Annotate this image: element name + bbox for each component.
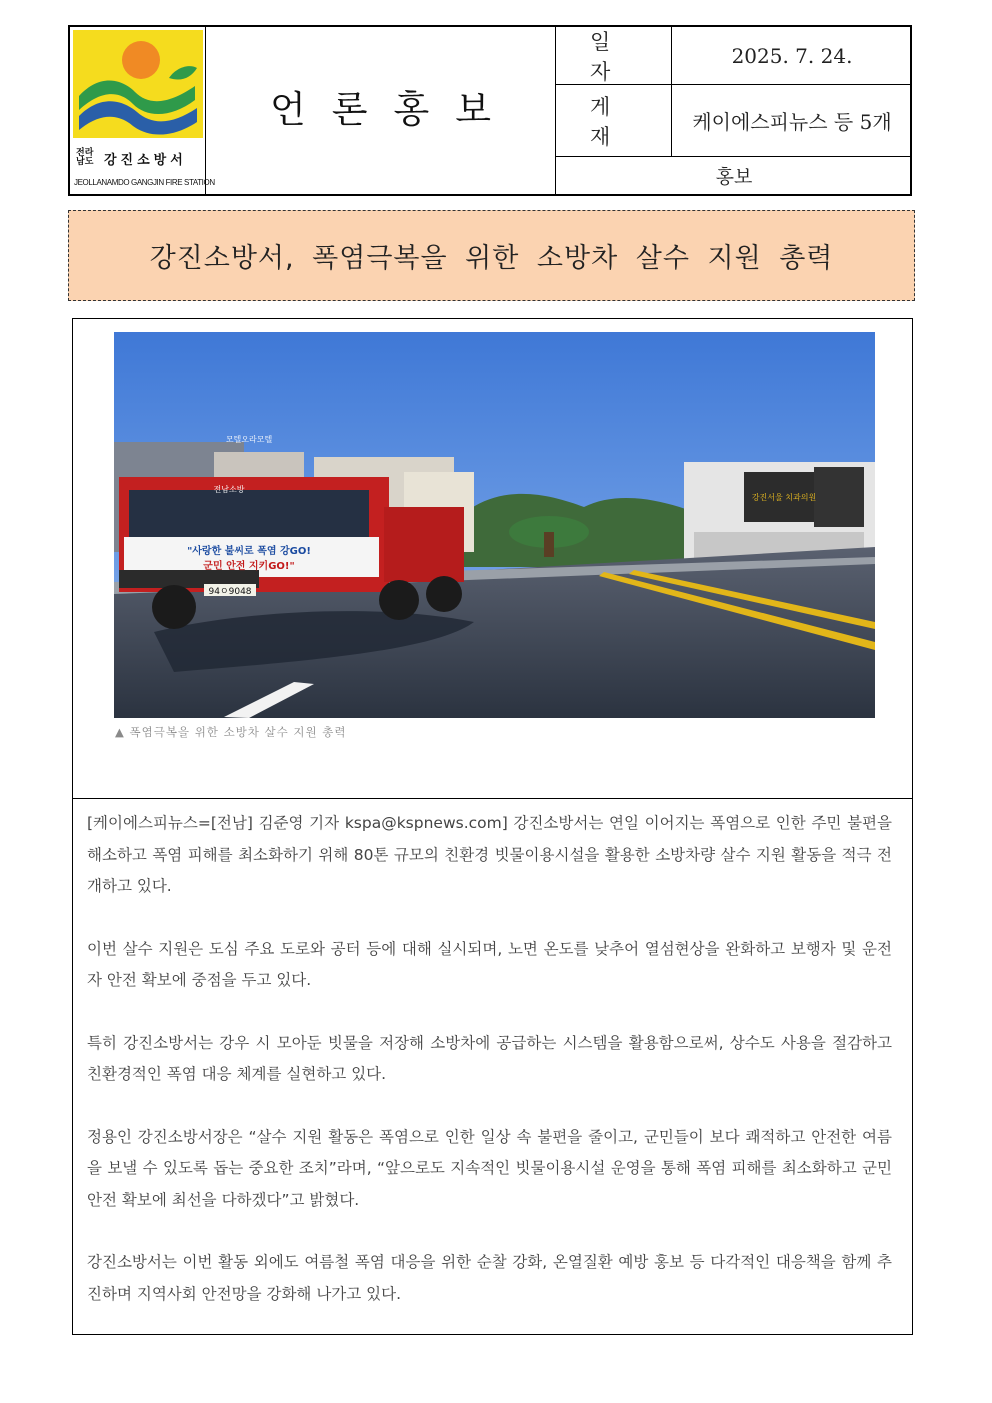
category-label: 홍보: [715, 166, 753, 188]
logo-org-name: [76, 147, 202, 169]
paragraph: 특히 강진소방서는 강우 시 모아둔 빗물을 저장해 소방차에 공급하는 시스템을 활용함으로써, 상수도 사용을 절감하고 친환경적인 폭염 대응 체계를 실현하고 있다.: [87, 1033, 892, 1083]
sign-right: 강진서울 치과의원: [751, 493, 817, 502]
article-body: [87, 808, 892, 1341]
article-box: [72, 318, 913, 1335]
paragraph: 정용인 강진소방서장은 “살수 지원 활동은 폭염으로 인한 일상 속 불편을 줄이고, 군민들이 보다 쾌적하고 안전한 여름을 보낼 수 있도록 돕는 중요한 조치”라며, “앞으로도 지속적인 빗물이용시설 운영을 통해 폭염 피해를 최소화하고 군민 안전 확보에 최선을 다하겠다”고 밝혔다.: [87, 1127, 892, 1209]
document-title: 언론홍보: [270, 87, 517, 131]
document-title-cell: [206, 27, 556, 194]
logo-org-main: 강진소방서: [104, 152, 187, 168]
photo-caption: ▲ 폭염극복을 위한 소방차 살수 지원 총력: [115, 725, 347, 739]
date-value: 2025. 7. 24.: [672, 27, 912, 85]
logo-org-prefix: 전라남도: [76, 148, 94, 167]
date-label: 일자: [556, 27, 672, 85]
truck-plate: 94ㅇ9048: [208, 587, 252, 597]
paragraph: 이번 살수 지원은 도심 주요 도로와 공터 등에 대해 실시되며, 노면 온도를 낮추어 열섬현상을 완화하고 보행자 및 운전자 안전 확보에 중점을 두고 있다.: [87, 939, 892, 989]
paragraph: [케이에스피뉴스=[전남] 김준영 기자 kspa@kspnews.com] 강진소방서는 연일 이어지는 폭염으로 인한 주민 불편을 해소하고 폭염 피해를 최소화하기 위해 80톤 규모의 친환경 빗물이용시설을 활용한 소방차량 살수 지원 활동을 적극 전개하고 있다.: [87, 814, 892, 895]
truck-banner-line2: 군민 안전 지키GO!": [203, 561, 295, 572]
truck-banner-line1: "사랑한 불씨로 폭염 강GO!: [187, 546, 311, 557]
truck-label: 전남소방: [213, 485, 245, 494]
document-header: [68, 25, 912, 196]
publish-value: 케이에스피뉴스 등 5개: [672, 85, 912, 157]
headline-banner: [68, 210, 915, 301]
logo-org-english: JEOLLANAMDO GANGJIN FIRE STATION: [74, 178, 215, 187]
headline-text: 강진소방서, 폭염극복을 위한 소방차 살수 지원 총력: [149, 243, 834, 274]
photo-section: [73, 319, 912, 799]
paragraph: 강진소방서는 이번 활동 외에도 여름철 폭염 대응을 위한 순찰 강화, 온열질환 예방 홍보 등 다각적인 대응책을 함께 추진하며 지역사회 안전망을 강화해 나가고 있다.: [87, 1253, 892, 1303]
publish-label: 게재: [556, 85, 672, 157]
sign-left: 모텔오라모텔: [225, 435, 273, 444]
fire-station-logo-icon: [73, 30, 203, 138]
fire-truck-street-photo: [114, 332, 875, 718]
logo-cell: [70, 27, 215, 194]
